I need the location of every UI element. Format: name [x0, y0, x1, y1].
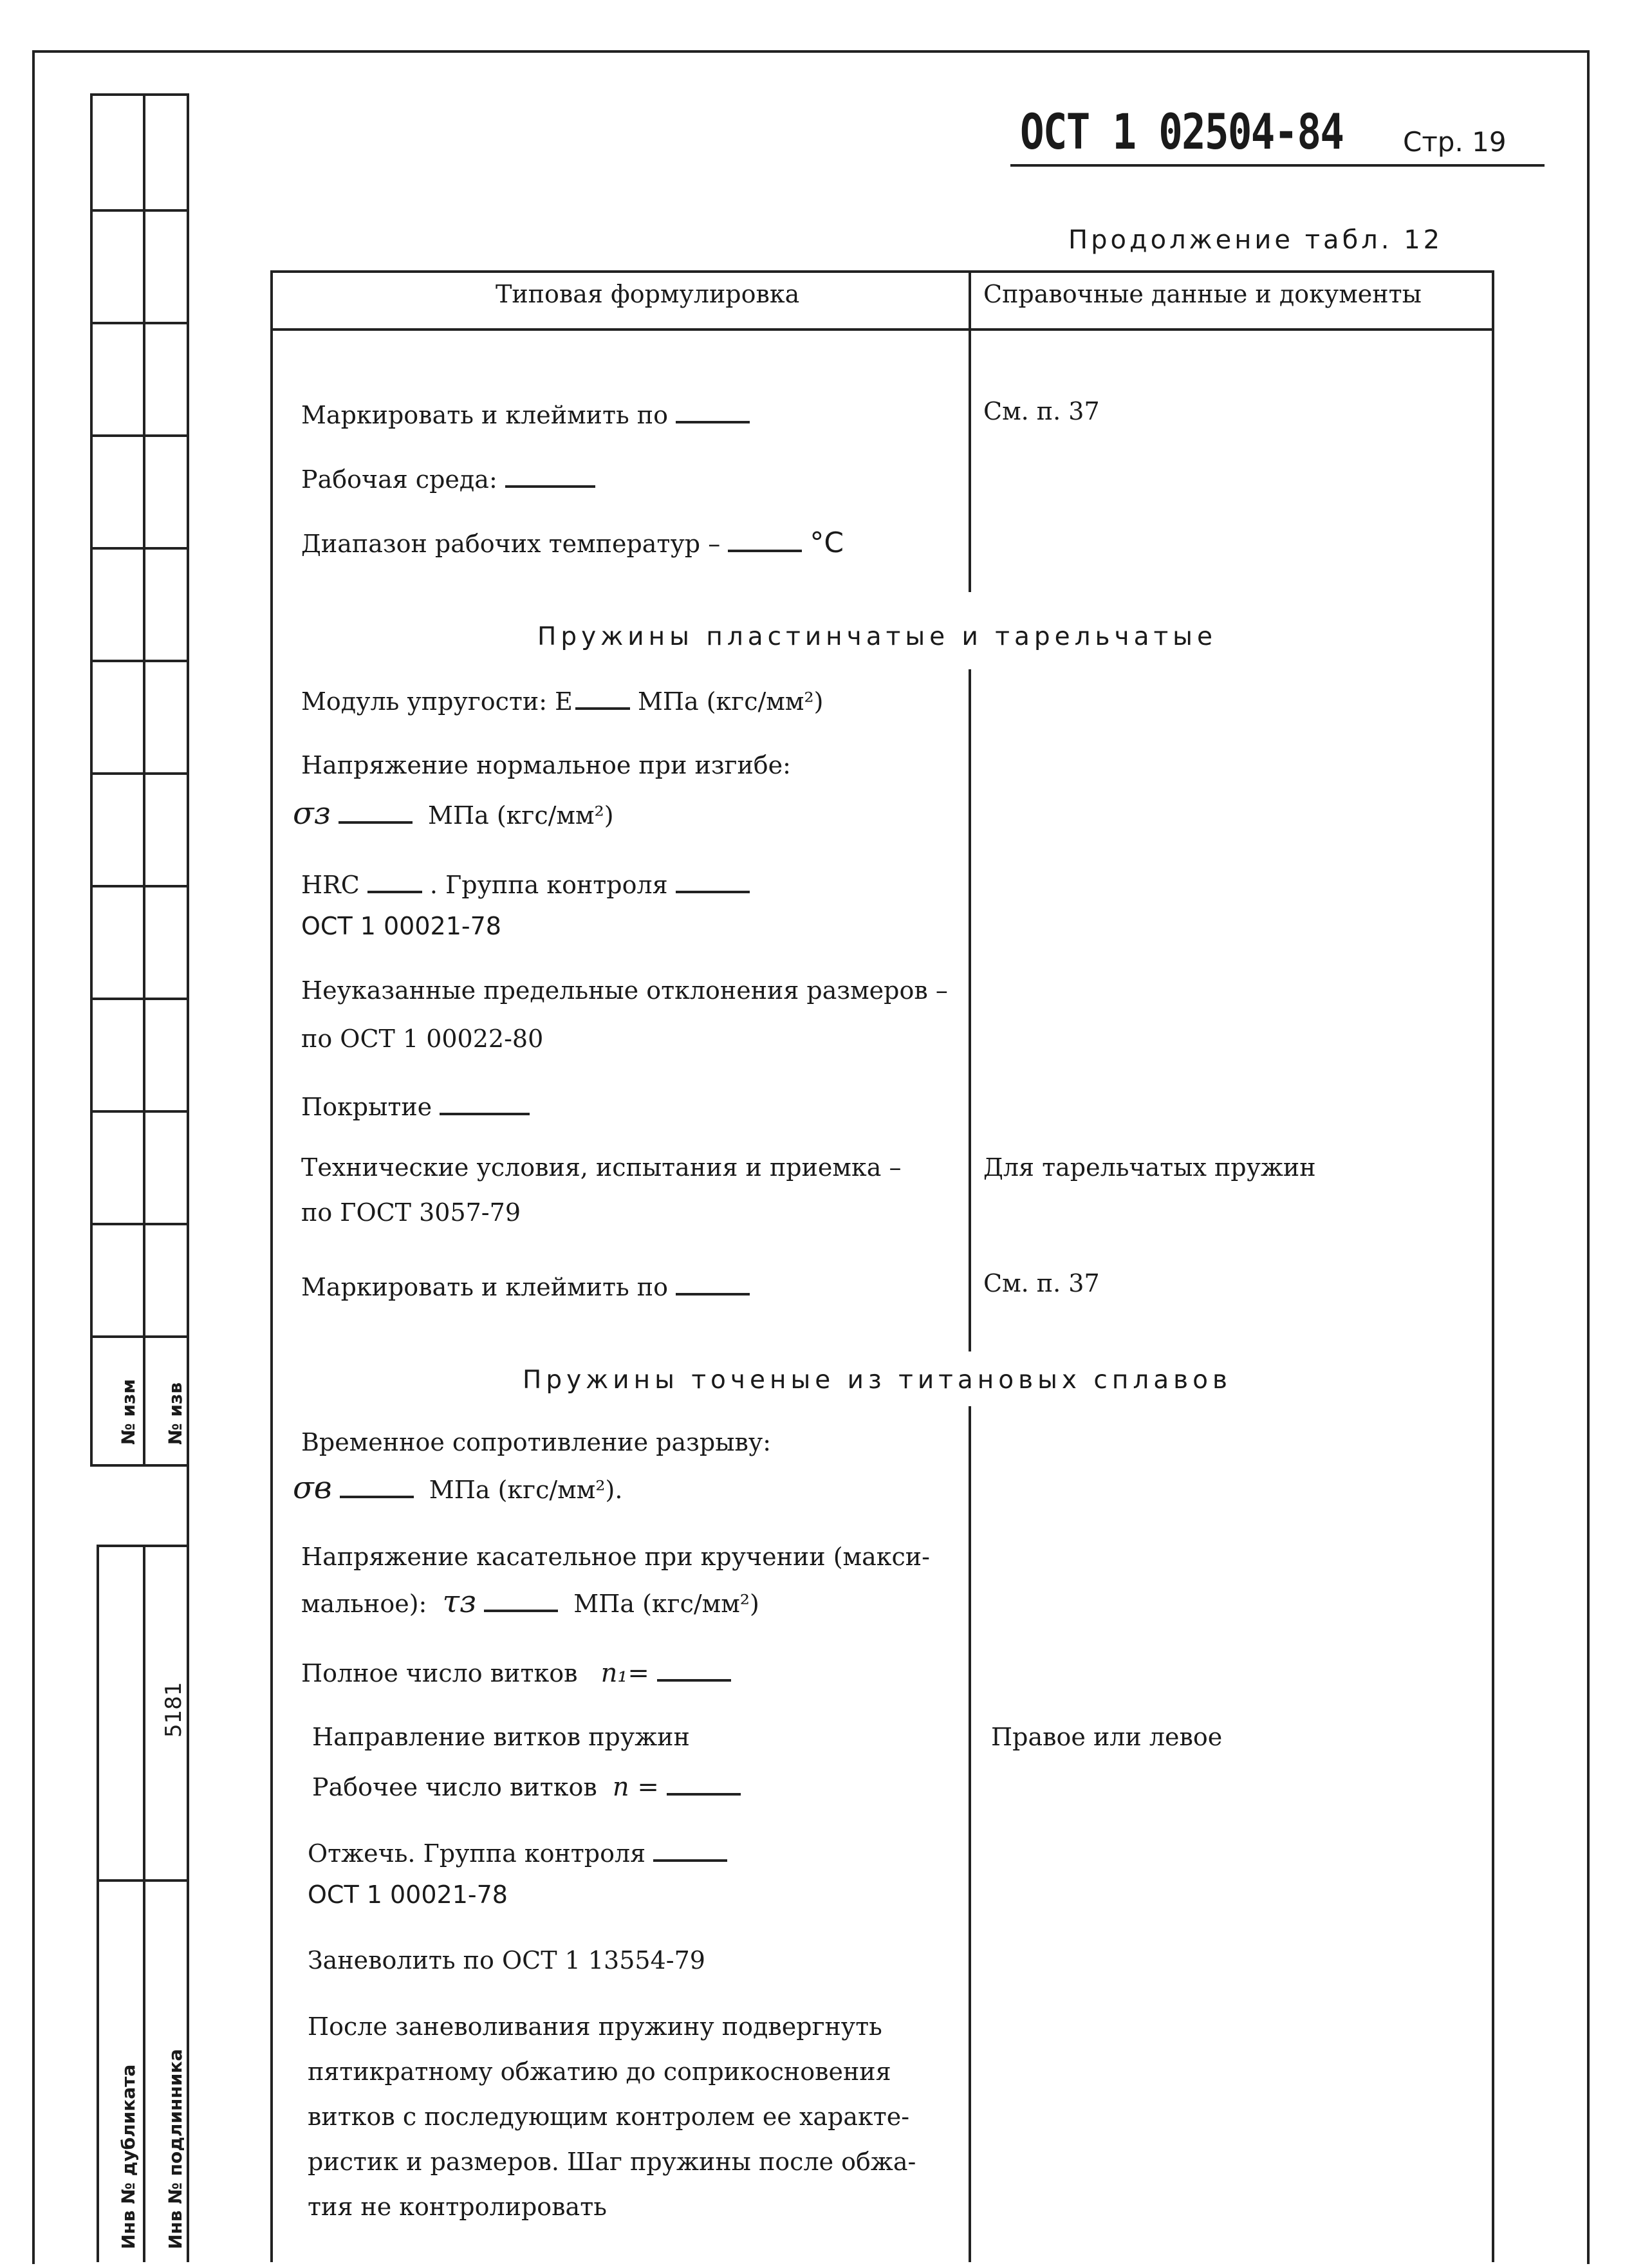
mark-line-1	[301, 399, 750, 427]
mark-text: Маркировать и клеймить по	[301, 401, 668, 429]
margin-row	[90, 434, 188, 437]
n-symbol: n =	[612, 1772, 659, 1802]
mark-ref-1: См. п. 37	[983, 397, 1100, 425]
hrc-line	[301, 869, 750, 897]
table-col-divider-3	[969, 1406, 971, 2262]
shear-line-1: Напряжение касательное при кручении (макси-	[301, 1543, 930, 1571]
bending-line: Напряжение нормальное при изгибе:	[301, 751, 791, 779]
table-continuation: Продолжение табл. 12	[1068, 225, 1443, 255]
table-col-divider-2	[969, 669, 971, 1351]
margin-row	[90, 1223, 188, 1225]
mark-line-2	[301, 1271, 750, 1299]
margin-izm: № изм	[118, 1379, 139, 1445]
tech-gost-line: по ГОСТ 3057-79	[301, 1198, 521, 1227]
margin-row	[90, 322, 188, 324]
col1-header: Типовая формулировка	[496, 280, 800, 308]
header-underline	[1010, 164, 1545, 167]
margin-low-div	[97, 1879, 188, 1882]
margin-row	[90, 209, 188, 212]
modulus-unit: МПа (кгс/мм²)	[637, 687, 824, 716]
margin-row	[90, 547, 188, 550]
shear-unit: МПа (кгс/мм²)	[573, 1590, 759, 1618]
margin-row	[90, 1110, 188, 1113]
direction-ref: Правое или левое	[991, 1723, 1223, 1751]
direction-line: Направление витков пружин	[312, 1723, 690, 1751]
coating-line	[301, 1091, 530, 1119]
shear-line-2	[301, 1584, 759, 1620]
turns-work-line	[312, 1771, 741, 1800]
turns-total-text: Полное число витков	[301, 1659, 578, 1687]
page-number-value: 19	[1472, 126, 1507, 158]
turns-work-text: Рабочее число витков	[312, 1773, 597, 1801]
mark-ref-2: См. п. 37	[983, 1269, 1100, 1297]
frame-top	[32, 50, 1590, 53]
anneal-line	[308, 1837, 727, 1866]
shear-text-2: мальное):	[301, 1590, 427, 1618]
col2-header: Справочные данные и документы	[983, 280, 1422, 308]
medium-line	[301, 463, 595, 492]
margin-dup: Инв № дубликата	[118, 2064, 139, 2249]
after-line-2: пятикратному обжатию до соприкосновения	[308, 2057, 891, 2086]
sigma-b-symbol: σв	[293, 1470, 332, 1506]
ost-line-1: ОСТ 1 00021-78	[301, 912, 501, 940]
n1-symbol: n₁=	[600, 1658, 649, 1688]
hrc-text: HRC	[301, 871, 360, 899]
set-line: Заневолить по ОСТ 1 13554-79	[308, 1946, 705, 1974]
margin-low-mid	[143, 1545, 145, 2262]
temp-text: Диапазон рабочих температур –	[301, 530, 721, 558]
section-titanium-springs: Пружины точеные из титановых сплавов	[523, 1366, 1232, 1395]
anneal-text: Отжечь. Группа контроля	[308, 1839, 646, 1868]
coating-text: Покрытие	[301, 1093, 432, 1121]
margin-row	[90, 772, 188, 775]
temp-line	[301, 528, 844, 557]
margin-line-2	[143, 93, 145, 1464]
tau-z-symbol: τз	[442, 1584, 477, 1620]
margin-inv-number: 5181	[161, 1682, 187, 1738]
table-left	[270, 270, 273, 2262]
margin-row	[90, 660, 188, 662]
tolerances-ost-line: по ОСТ 1 00022-80	[301, 1025, 544, 1053]
doc-code: ОСТ 1 02504-84	[1020, 103, 1344, 160]
margin-low-left	[97, 1545, 99, 2262]
ost-anneal-line: ОСТ 1 00021-78	[308, 1881, 508, 1909]
margin-line-1	[90, 93, 93, 1464]
table-header-bottom	[270, 328, 1494, 331]
mark-text-2: Маркировать и клеймить по	[301, 1273, 668, 1301]
section-plate-springs: Пружины пластинчатые и тарельчатые	[537, 622, 1217, 651]
after-line-3: витков с последующим контролем ее характе-	[308, 2103, 910, 2131]
margin-top	[90, 93, 188, 96]
bending-unit: МПа (кгс/мм²)	[428, 801, 614, 830]
modulus-text: Модуль упругости: Е	[301, 687, 573, 716]
margin-bottom	[90, 1464, 188, 1467]
after-line-1: После заневоливания пружину подвергнуть	[308, 2012, 882, 2041]
sigma-line	[293, 795, 614, 831]
turns-total-line	[301, 1657, 731, 1686]
margin-row	[90, 1335, 188, 1338]
after-line-5: тия не контролировать	[308, 2193, 607, 2221]
margin-line-3	[187, 93, 189, 2262]
table-top	[270, 270, 1494, 273]
tensile-unit: МПа (кгс/мм²).	[429, 1476, 623, 1504]
tolerances-line: Неуказанные предельные отклонения размеров –	[301, 976, 948, 1005]
modulus-line	[301, 685, 823, 714]
page-number	[1403, 126, 1507, 158]
frame-right	[1587, 50, 1590, 2264]
sigma-b-line	[293, 1470, 623, 1506]
margin-izv: № изв	[165, 1382, 186, 1445]
frame-left	[32, 50, 35, 2264]
page-label: Стр.	[1403, 126, 1463, 158]
sigma-z-symbol: σз	[293, 795, 331, 831]
tech-ref: Для тарельчатых пружин	[983, 1153, 1316, 1182]
hrc-group-text: . Группа контроля	[429, 871, 668, 899]
margin-row	[90, 885, 188, 887]
tensile-line: Временное сопротивление разрыву:	[301, 1428, 771, 1456]
medium-text: Рабочая среда:	[301, 465, 497, 494]
margin-orig: Инв № подлинника	[165, 2048, 186, 2249]
margin-low-top	[97, 1545, 188, 1547]
table-right	[1492, 270, 1494, 2262]
after-line-4: ристик и размеров. Шаг пружины после обжа-	[308, 2148, 916, 2176]
margin-row	[90, 998, 188, 1000]
temp-unit: °С	[810, 526, 844, 559]
tech-conditions-line: Технические условия, испытания и приемка –	[301, 1153, 902, 1182]
table-col-divider-1	[969, 270, 971, 592]
